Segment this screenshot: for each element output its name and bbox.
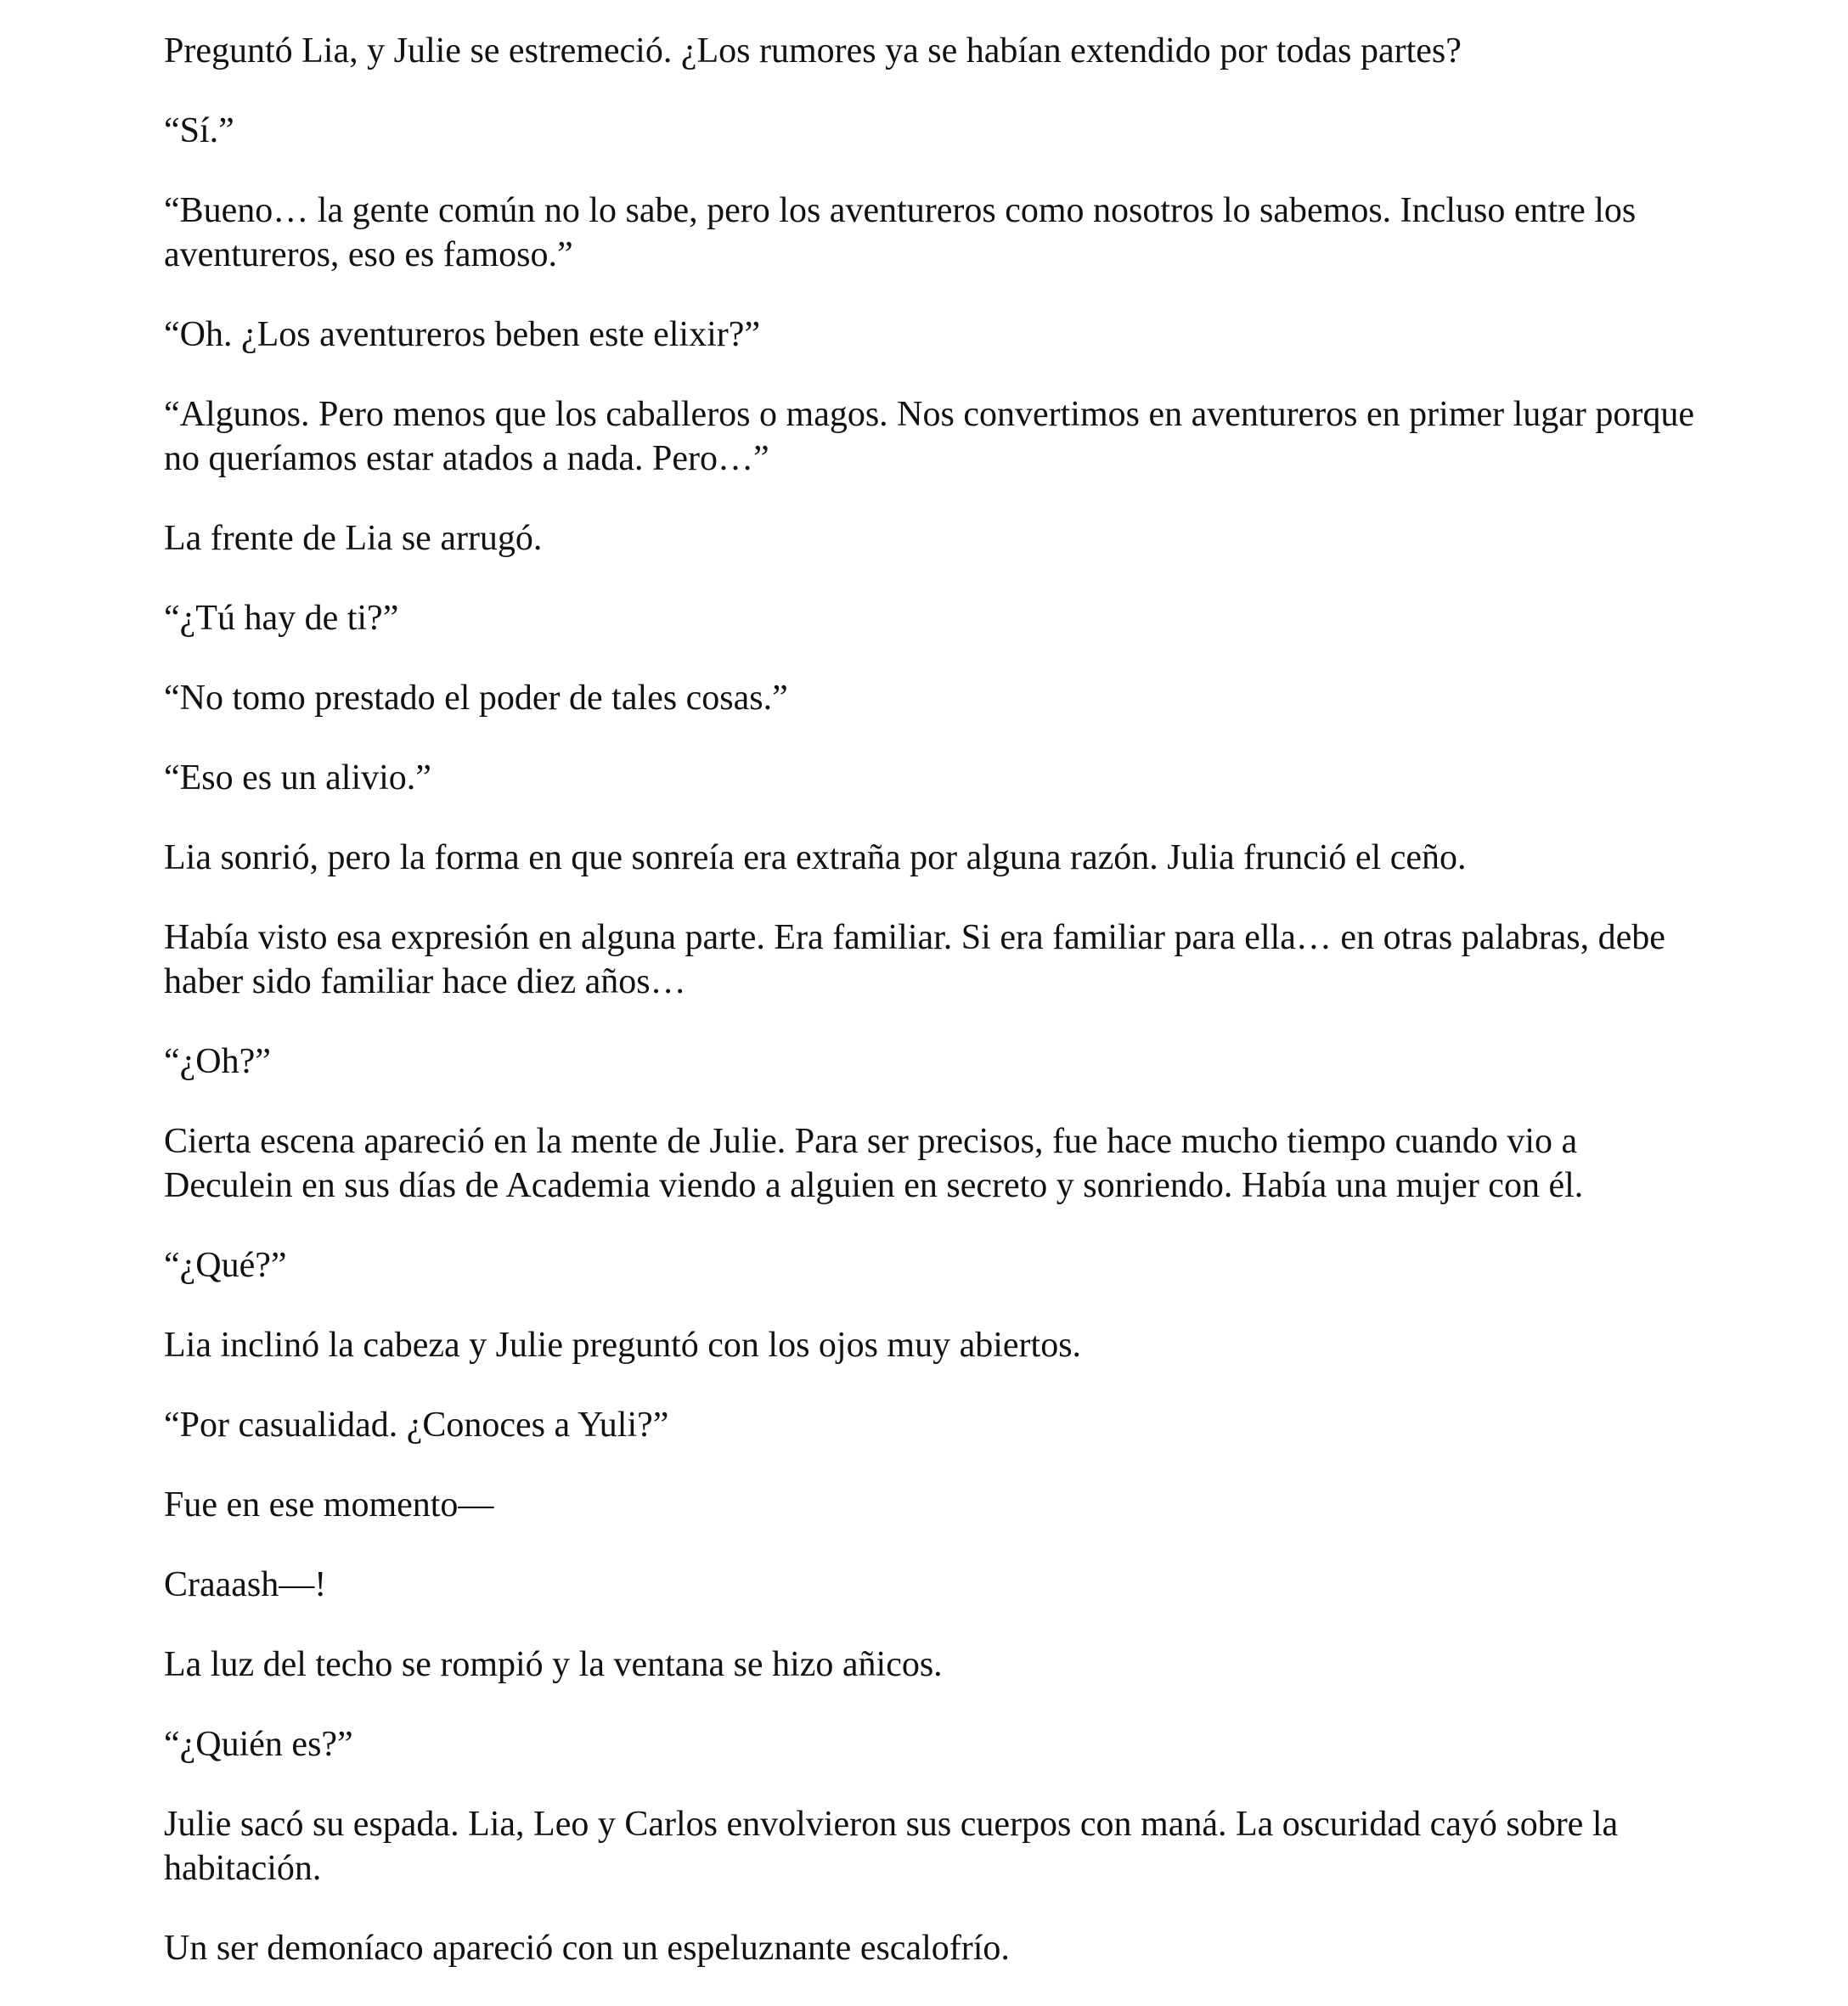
paragraph: “¿Oh?” xyxy=(164,1042,271,1081)
paragraph: Lia inclinó la cabeza y Julie preguntó con los ojos muy abiertos. xyxy=(164,1326,1082,1365)
paragraph: Preguntó Lia, y Julie se estremeció. ¿Los rumores ya se habían extendido por todas partes? xyxy=(164,31,1462,70)
paragraph: “Por casualidad. ¿Conoces a Yuli?” xyxy=(164,1406,669,1445)
paragraph: “¿Qué?” xyxy=(164,1246,287,1285)
paragraph: Cierta escena apareció en la mente de Julie. Para ser precisos, fue hace mucho tiempo cuando vio a Deculein en sus días de Academia viendo a alguien en secreto y sonriendo. Había una mujer con él. xyxy=(164,1122,1584,1205)
paragraph: “Bueno… la gente común no lo sabe, pero los aventureros como nosotros lo sabemos. Incluso entre los aventureros, eso es famoso.” xyxy=(164,191,1637,274)
paragraph: Un ser demoníaco apareció con un espeluznante escalofrío. xyxy=(164,1929,1010,1968)
paragraph: La frente de Lia se arrugó. xyxy=(164,519,543,558)
paragraph: “Algunos. Pero menos que los caballeros o magos. Nos convertimos en aventureros en primer lugar porque no queríamos estar atados a nada. Pero…” xyxy=(164,395,1695,478)
paragraph: “No tomo prestado el poder de tales cosas.” xyxy=(164,679,788,718)
paragraph: “Sí.” xyxy=(164,111,234,150)
story-text xyxy=(164,29,1710,2006)
paragraph: “¿Tú hay de ti?” xyxy=(164,599,399,638)
paragraph: Craaash—! xyxy=(164,1565,327,1604)
paragraph: Lia sonrió, pero la forma en que sonreía era extraña por alguna razón. Julia frunció el ceño. xyxy=(164,838,1467,877)
paragraph: Fue en ese momento— xyxy=(164,1485,494,1524)
paragraph: “Eso es un alivio.” xyxy=(164,758,431,797)
paragraph: La luz del techo se rompió y la ventana se hizo añicos. xyxy=(164,1645,943,1684)
paragraph: “¿Quién es?” xyxy=(164,1725,353,1764)
paragraph: Había visto esa expresión en alguna parte. Era familiar. Si era familiar para ella… en otras palabras, debe haber sido familiar hace diez años… xyxy=(164,918,1665,1001)
paragraph: “Oh. ¿Los aventureros beben este elixir?” xyxy=(164,315,761,354)
paragraph: Julie sacó su espada. Lia, Leo y Carlos envolvieron sus cuerpos con maná. La oscuridad cayó sobre la habitación. xyxy=(164,1805,1619,1888)
